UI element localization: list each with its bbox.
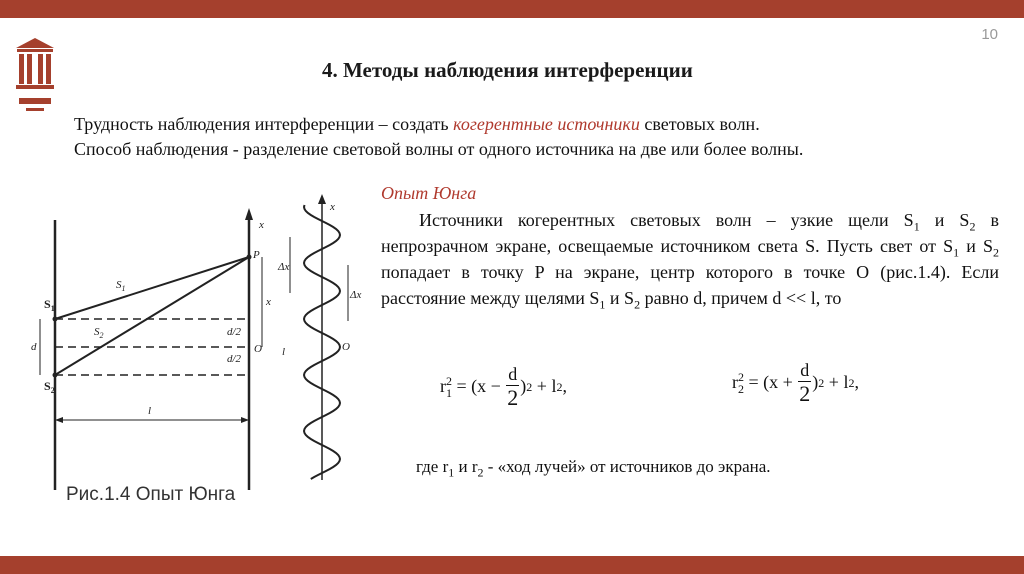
f2-fraction — [798, 359, 811, 406]
where-pre: где r — [416, 457, 449, 476]
point-p — [247, 255, 252, 260]
where-note — [416, 457, 771, 480]
x-axis-label: x — [259, 219, 264, 231]
f1-lhs: r — [440, 376, 446, 396]
intro-line-2: Способ наблюдения - разделение световой волны от одного источника на две или более волны. — [74, 139, 804, 159]
intro-line-1-end: световых волн. — [639, 114, 760, 134]
figure-caption: Рис.1.4 Опыт Юнга — [66, 484, 236, 505]
label-d: d — [31, 341, 37, 353]
slit-s2-point — [53, 373, 58, 378]
f2-lhs: r — [732, 372, 738, 392]
f2-lhs-sub: 2 — [738, 381, 744, 396]
f1-end: , — [562, 376, 567, 396]
f2-end: , — [854, 372, 859, 392]
label-x-dim: x — [266, 296, 271, 308]
label-d-half-bottom: d/2 — [227, 353, 242, 365]
x-axis-arrow — [245, 208, 253, 220]
ray-label-s1: $S_1$ — [116, 279, 126, 293]
f1-eq: = (x − — [452, 376, 506, 396]
coherent-sources-highlight: когерентные источники — [453, 114, 640, 134]
intensity-axis-arrow — [318, 194, 326, 204]
label-s2: $S_2$ — [44, 379, 55, 395]
where-post: - «ход лучей» от источников до экрана. — [483, 457, 771, 476]
top-border-bar — [0, 0, 1024, 18]
slit-s1-point — [53, 317, 58, 322]
f2-close: ) — [812, 372, 819, 392]
intro-text — [74, 112, 803, 162]
text-part-4: и S — [959, 236, 993, 256]
young-experiment-text — [381, 207, 999, 311]
sub-1a: 1 — [913, 219, 920, 234]
label-o: O — [254, 343, 262, 355]
slide-number: 10 — [981, 26, 998, 43]
intro-line-1-start: Трудность наблюдения интерференции – создать — [74, 114, 454, 134]
text-part-1: Источники когерентных световых волн – узкие щели S — [419, 210, 914, 230]
f2-num: d — [800, 360, 810, 380]
university-logo — [14, 36, 56, 118]
label-dx-1: Δx — [278, 261, 290, 273]
text-part-2: и S — [919, 210, 970, 230]
where-sub-2: 2 — [477, 465, 484, 480]
text-part-6: и S — [605, 288, 635, 308]
f1-lhs-sup: 2 — [446, 373, 452, 388]
f1-close: ) — [520, 376, 527, 396]
f2-den: 2 — [799, 381, 811, 406]
ray-label-s2: $S_2$ — [94, 326, 104, 340]
ray-s2 — [55, 257, 249, 375]
f2-lhs-sup: 2 — [738, 369, 744, 384]
sub-2a: 2 — [969, 219, 976, 234]
ray-s1 — [55, 257, 249, 319]
sub-1b: 1 — [953, 245, 960, 260]
where-sub-1: 1 — [448, 465, 455, 480]
young-experiment-diagram — [30, 190, 365, 520]
f1-plus: + l — [532, 376, 557, 396]
label-o2: O — [342, 341, 350, 353]
text-part-3: в непрозрачном экране, освещаемые источником света S. Пусть свет от S — [381, 210, 999, 256]
young-experiment-title: Опыт Юнга — [381, 183, 477, 203]
label-l: l — [148, 405, 152, 417]
text-part-5: попадает в точку P на экране, центр которого в точке O (рис.1.4). Если расстояние между щелями S — [381, 262, 999, 308]
f1-num: d — [508, 364, 518, 384]
where-mid: и r — [454, 457, 478, 476]
label-dx-2: Δx — [350, 289, 362, 301]
slide-title: 4. Методы наблюдения интерференции — [322, 58, 693, 82]
sub-2b: 2 — [993, 245, 999, 260]
sub-2c: 2 — [634, 297, 641, 312]
label-s1: $S_1$ — [44, 297, 55, 313]
f1-lhs-sub: 1 — [446, 385, 452, 400]
formula-r1: r 2 1 = (x − $\frac{d}{2}$ ) 2 + l 2 , — [440, 364, 567, 410]
f1-den: 2 — [507, 385, 519, 410]
label-p: P — [253, 249, 260, 261]
bottom-border-bar — [0, 556, 1024, 574]
label-d-half-top: d/2 — [227, 326, 242, 338]
f1-fraction — [506, 363, 519, 410]
f2-eq: = (x + — [744, 372, 798, 392]
f2-plus: + l — [824, 372, 849, 392]
intensity-x-label: x — [330, 201, 335, 213]
label-l2: l — [282, 346, 286, 358]
intro-line-1 — [74, 112, 803, 137]
text-part-7: равно d, причем d << l, то — [640, 288, 842, 308]
sub-1c: 1 — [599, 297, 606, 312]
formula-r2: r 2 2 = (x + $\frac{d}{2}$ ) 2 + l 2 , — [732, 360, 859, 406]
